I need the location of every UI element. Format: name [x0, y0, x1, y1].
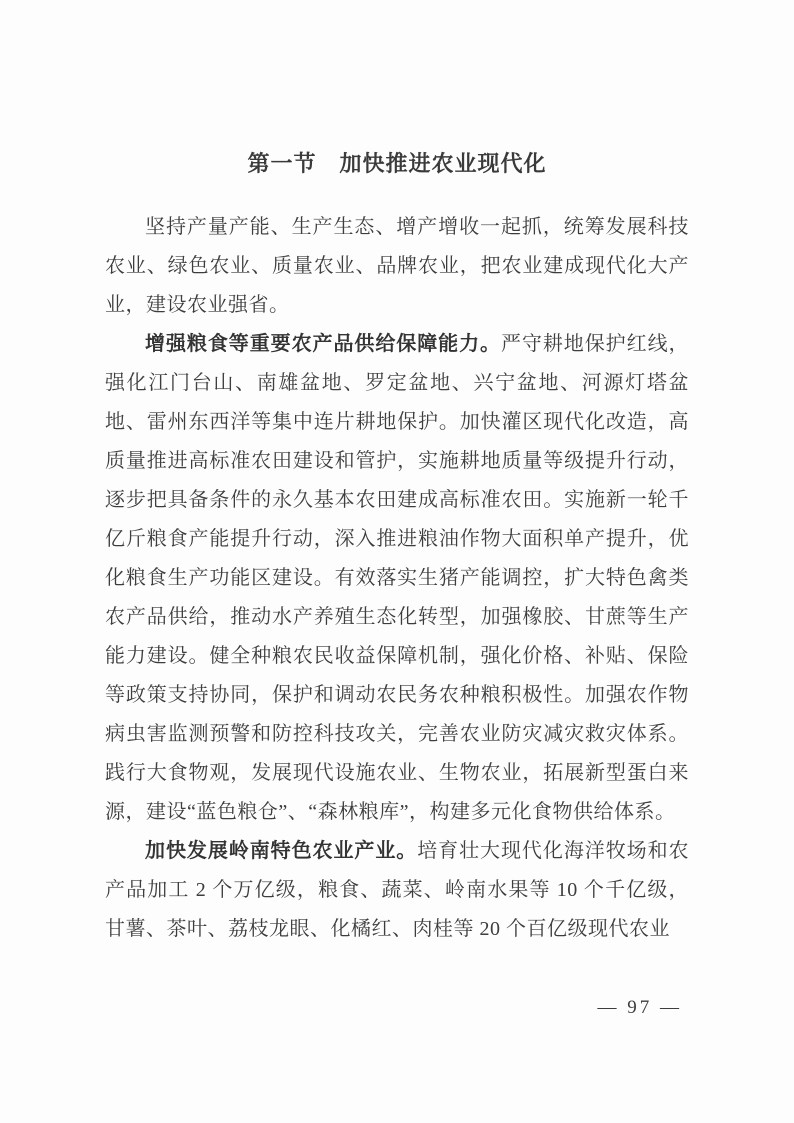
paragraph-3-text: 培育壮大现代化海洋牧场和农产品加工 2 个万亿级，粮食、蔬菜、岭南水果等 10 个千亿级，甘薯、茶叶、荔枝龙眼、化橘红、肉桂等 20 个百亿级现代农业 [105, 840, 690, 940]
paragraph-2 [105, 325, 689, 832]
page-content [105, 146, 689, 949]
section-title: 第一节 加快推进农业现代化 [247, 151, 547, 176]
paragraph-2-text: 严守耕地保护红线，强化江门台山、南雄盆地、罗定盆地、兴宁盆地、河源灯塔盆地、雷州东西洋等集中连片耕地保护。加快灌区现代化改造，高质量推进高标准农田建设和管护，实施耕地质量等级提升行动，逐步把具备条件的永久基本农田建成高标准农田。实施新一轮千亿斤粮食产能提升行动，深入推进粮油作物大面积单产提升，优化粮食生产功能区建设。有效落实生猪产能调控，扩大特色禽类农产品供给，推动水产养殖生态化转型，加强橡胶、甘蔗等生产能力建设。健全种粮农民收益保障机制，强化价格、补贴、保险等政策支持协同，保护和调动农民务农种粮积极性。加强农作物病虫害监测预警和防控科技攻关，完善农业防灾减灾救灾体系。践行大食物观，发展现代设施农业、生物农业，拓展新型蛋白来源，建设“蓝色粮仓”、“森林粮库”，构建多元化食物供给体系。 [105, 333, 690, 823]
page-number: — 97 — [597, 997, 682, 1018]
paragraph-3 [105, 832, 689, 949]
paragraph-3-lead: 加快发展岭南特色农业产业。 [145, 840, 418, 862]
paragraph-1 [105, 208, 689, 325]
paragraph-1-text: 坚持产量产能、生产生态、增产增收一起抓，统筹发展科技农业、绿色农业、质量农业、品牌农业，把农业建成现代化大产业，建设农业强省。 [105, 216, 689, 316]
page-footer [598, 997, 683, 1019]
paragraph-2-lead: 增强粮食等重要农产品供给保障能力。 [145, 333, 501, 355]
